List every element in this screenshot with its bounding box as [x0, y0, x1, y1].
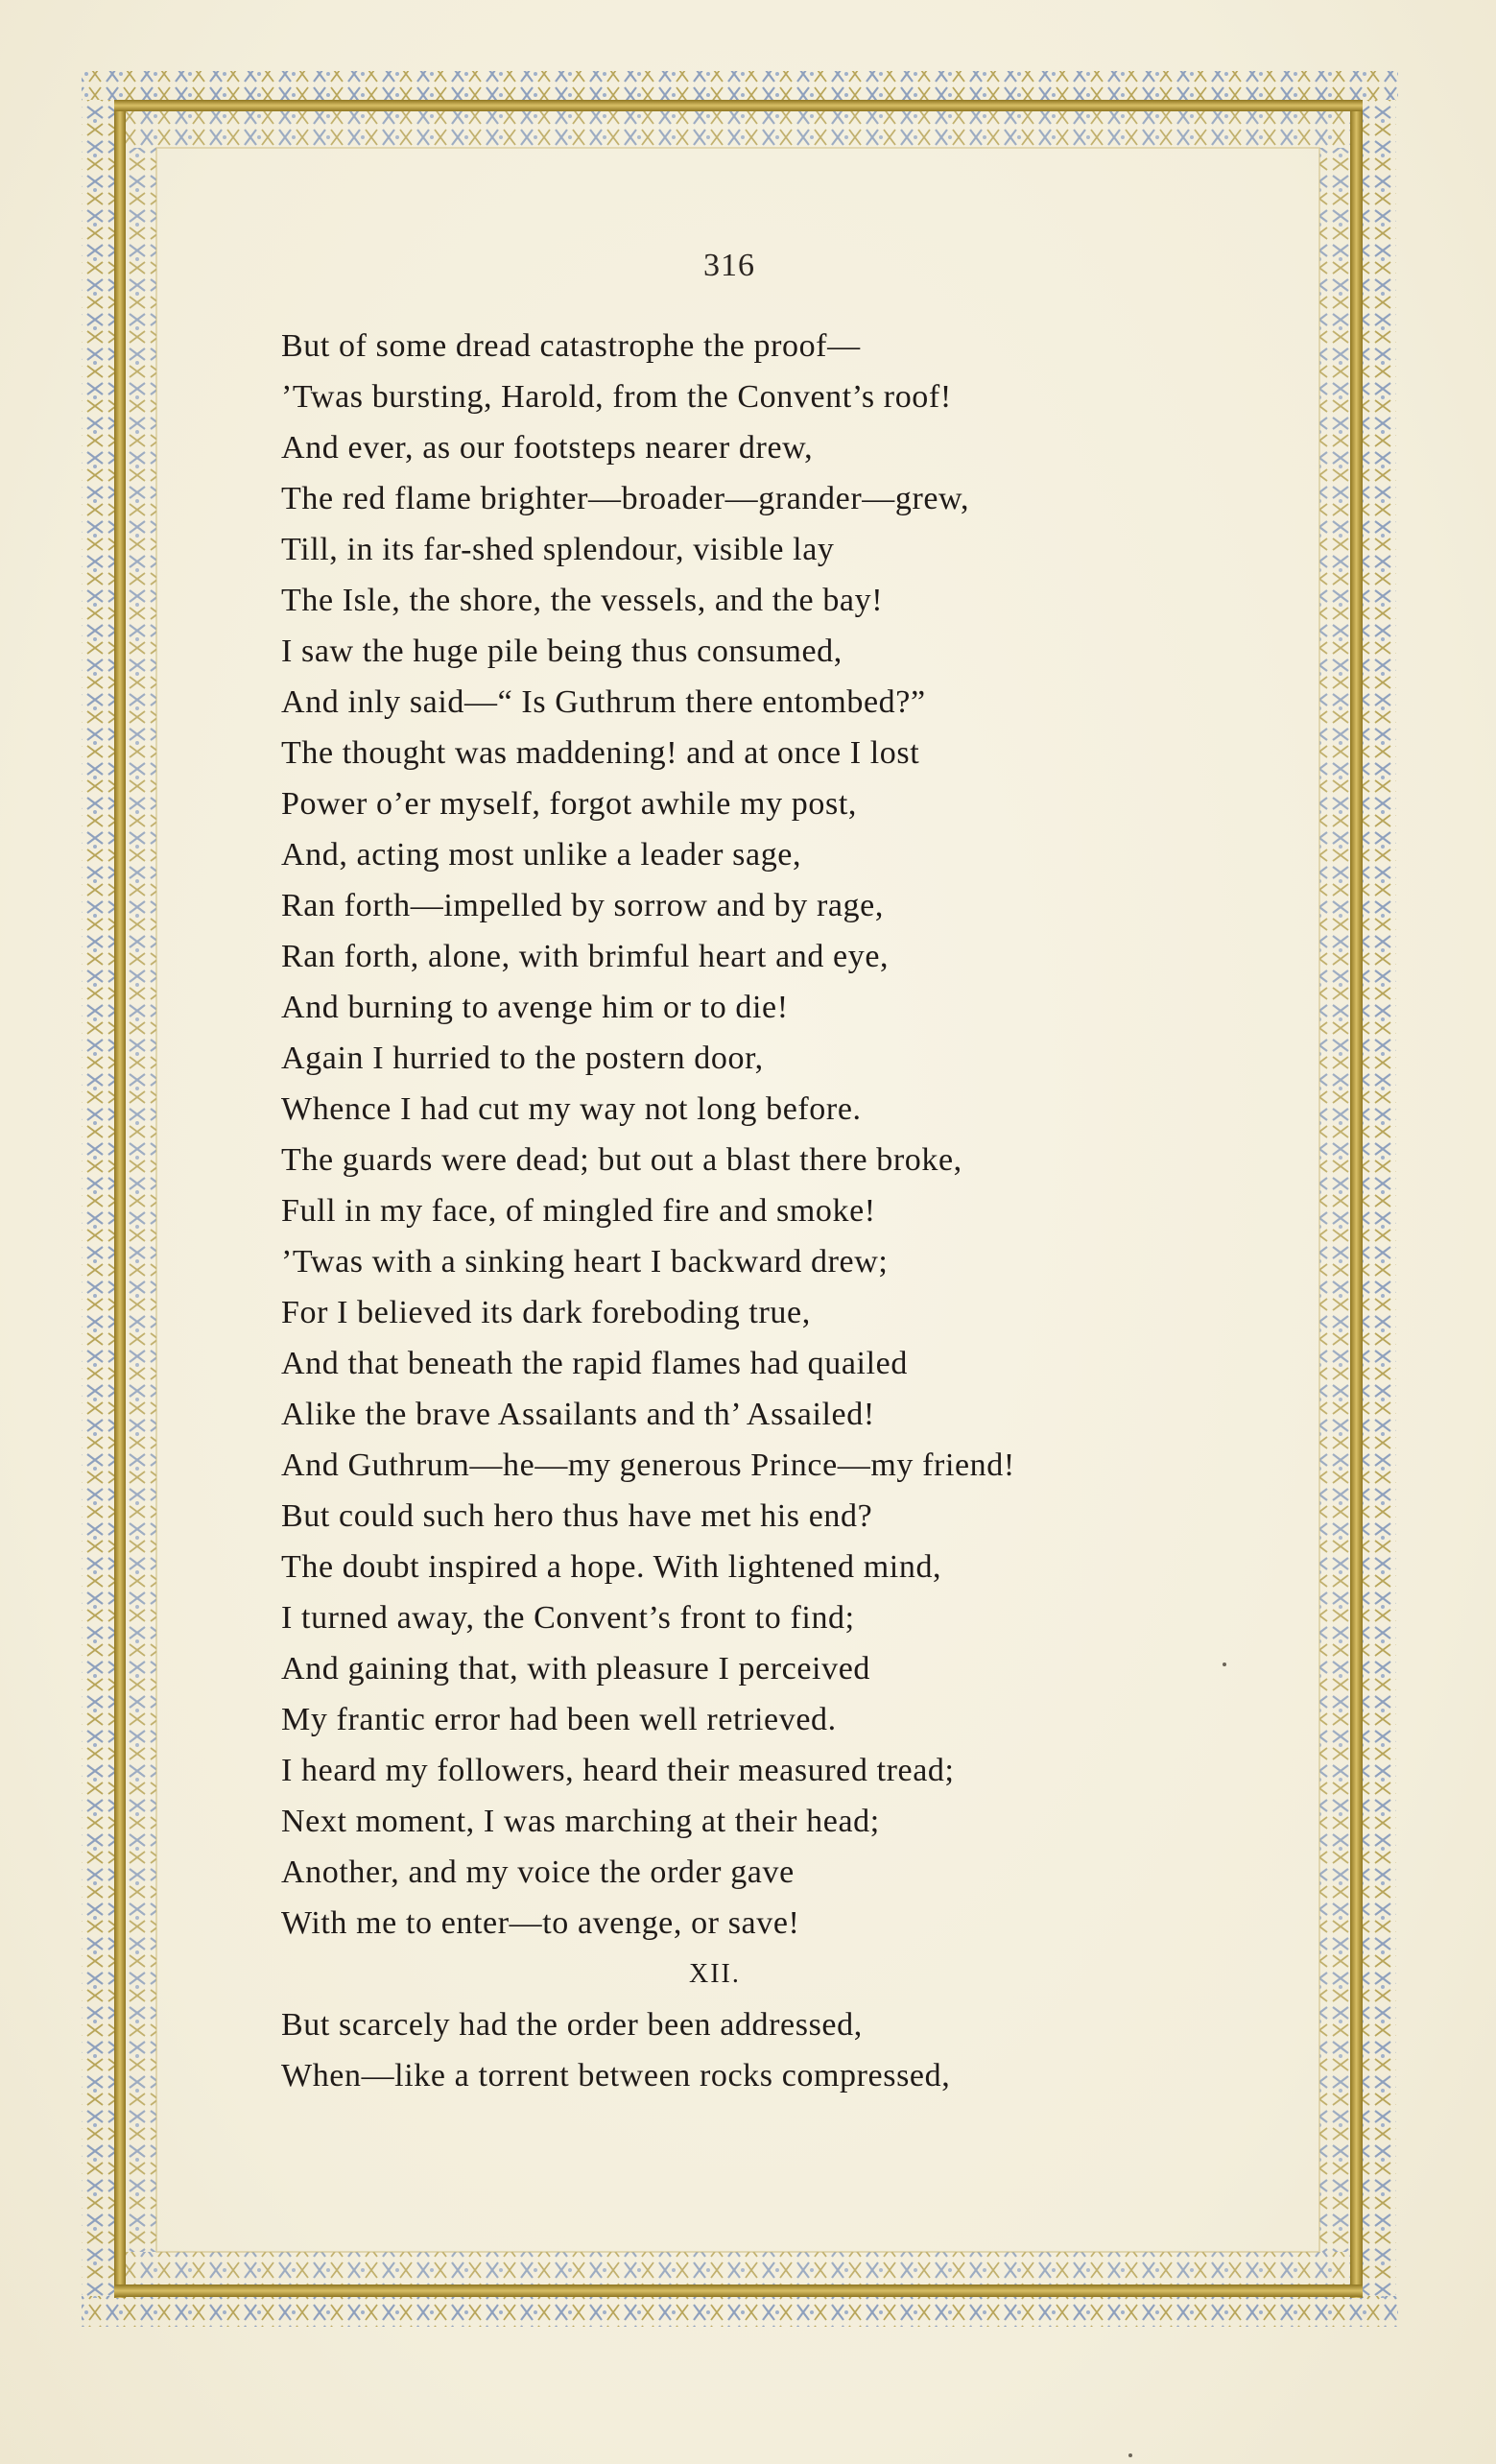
poem-text [281, 321, 1202, 2101]
poem-line: I saw the huge pile being thus consumed, [281, 634, 843, 669]
poem-line: Alike the brave Assailants and th’ Assailed! [281, 1397, 875, 1432]
poem-line: ’Twas bursting, Harold, from the Convent’s roof! [281, 379, 952, 415]
poem-line: The Isle, the shore, the vessels, and the bay! [281, 583, 884, 618]
poem-line: For I believed its dark foreboding true, [281, 1295, 811, 1330]
poem-line: Ran forth—impelled by sorrow and by rage, [281, 888, 884, 923]
poem-line: With me to enter—to avenge, or save! [281, 1905, 800, 1941]
poem-line: But could such hero thus have met his end? [281, 1498, 873, 1534]
poem-line: The doubt inspired a hope. With lightened mind, [281, 1549, 942, 1585]
poem-line: And gaining that, with pleasure I perceived [281, 1651, 870, 1687]
poem-line: And, acting most unlike a leader sage, [281, 837, 802, 873]
poem-line: The guards were dead; but out a blast there broke, [281, 1142, 962, 1178]
stanza-number: XII. [689, 1959, 741, 1989]
poem-line: And inly said—“ Is Guthrum there entombed?” [281, 684, 926, 720]
poem-line: I heard my followers, heard their measured tread; [281, 1753, 955, 1788]
poem-line: When—like a torrent between rocks compressed, [281, 2058, 951, 2093]
poem-line: Another, and my voice the order gave [281, 1854, 795, 1890]
poem-line: And burning to avenge him or to die! [281, 990, 789, 1025]
poem-line: ’Twas with a sinking heart I backward drew; [281, 1244, 889, 1280]
poem-line: My frantic error had been well retrieved. [281, 1702, 837, 1737]
poem-line: The thought was maddening! and at once I lost [281, 735, 920, 771]
poem-line: Full in my face, of mingled fire and smoke! [281, 1193, 876, 1229]
poem-line: Till, in its far-shed splendour, visible lay [281, 532, 835, 567]
poem-line: And that beneath the rapid flames had quailed [281, 1346, 908, 1381]
poem-line: But scarcely had the order been addressed, [281, 2007, 863, 2043]
poem-line: But of some dread catastrophe the proof— [281, 328, 861, 364]
poem-line: Next moment, I was marching at their head; [281, 1804, 880, 1839]
paper-speck [1223, 1663, 1226, 1666]
page-number: 316 [703, 248, 755, 283]
poem-line: The red flame brighter—broader—grander—grew, [281, 481, 970, 516]
poem-line: I turned away, the Convent’s front to find; [281, 1600, 855, 1636]
poem-line: Whence I had cut my way not long before. [281, 1091, 862, 1127]
poem-line: And ever, as our footsteps nearer drew, [281, 430, 814, 466]
poem-line: Again I hurried to the postern door, [281, 1041, 764, 1076]
poem-line: Ran forth, alone, with brimful heart and eye, [281, 939, 890, 974]
paper-speck [1128, 2453, 1132, 2457]
poem-line: Power o’er myself, forgot awhile my post, [281, 786, 857, 822]
poem-line: And Guthrum—he—my generous Prince—my friend! [281, 1447, 1015, 1483]
